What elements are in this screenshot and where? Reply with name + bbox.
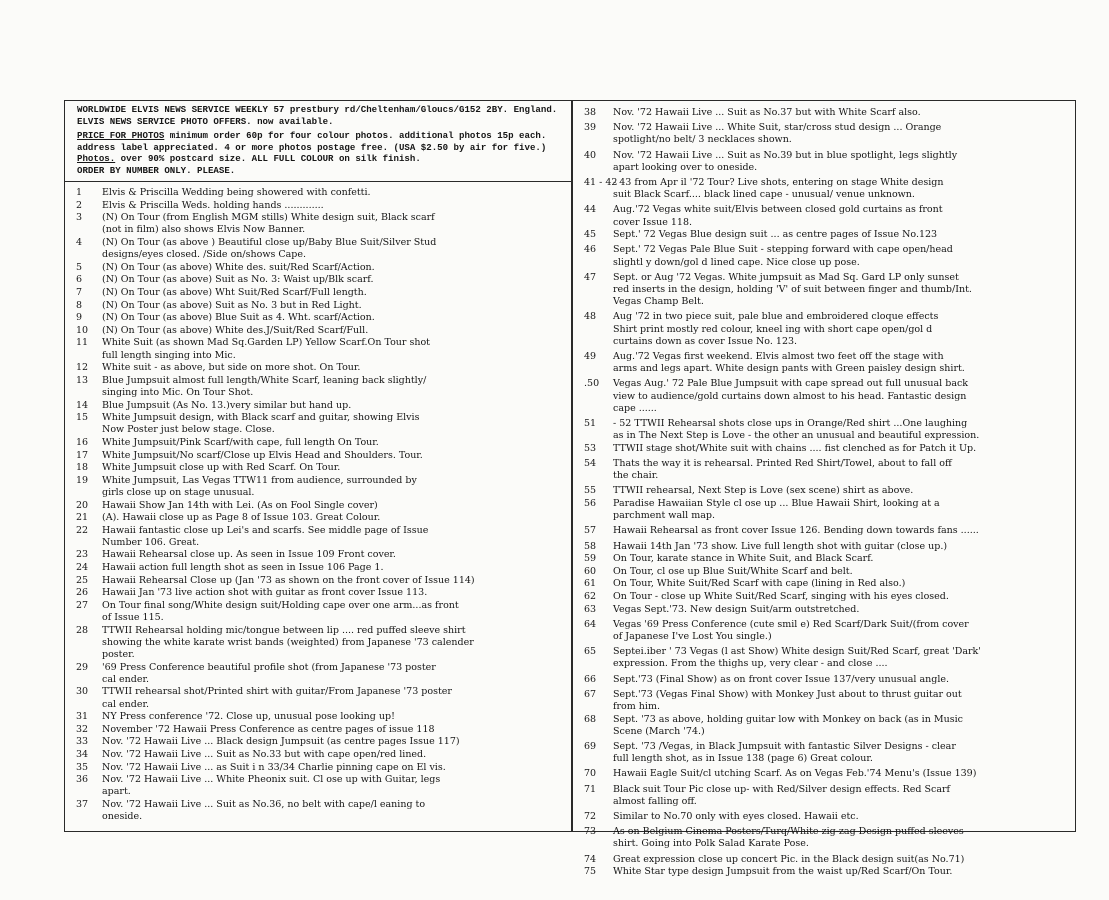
item-number: 25: [76, 574, 89, 586]
item-number: 68: [584, 713, 597, 725]
item-number: 71: [584, 783, 597, 795]
list-item: [66, 337, 568, 361]
item-number: 7: [76, 286, 83, 298]
list-item: [66, 711, 568, 723]
list-item: [66, 274, 568, 286]
header-price-line: [77, 130, 564, 142]
item-number: 15: [76, 412, 89, 424]
list-item: [576, 204, 1072, 228]
list-item: [66, 749, 568, 761]
item-description: Vegas Sept.'73. New design Suit/arm outstretched.: [613, 603, 860, 615]
item-number: 10: [76, 324, 89, 336]
list-item: [576, 646, 1072, 670]
list-item: [66, 375, 568, 399]
item-description: Blue Jumpsuit almost full length/White Scarf, leaning back slightly/ singing into Mic. On Tour Shot.: [102, 374, 427, 398]
item-description: Sept.' 72 Vegas Pale Blue Suit - stepping forward with cape open/head slightl y down/gol d lined cape. Nice close up pose.: [613, 244, 953, 268]
list-item: [576, 866, 1072, 878]
item-description: (N) On Tour (as above) Suit as No. 3 but in Red Light.: [102, 299, 362, 311]
list-item: [66, 549, 568, 561]
item-description: Sept. or Aug '72 Vegas. White jumpsuit as Mad Sq. Gard LP only sunset red inserts in the design, holding 'V' of suit between finger and thumb/Int. Vegas Champ Belt.: [613, 271, 972, 308]
item-number: .50: [584, 378, 600, 390]
list-item: [576, 378, 1072, 415]
header-rule: [64, 181, 572, 182]
item-number: 12: [76, 362, 89, 374]
item-number: 16: [76, 436, 89, 448]
item-description: (N) On Tour (from English MGM stills) White design suit, Black scarf (not in film) also shows Elvis Now Banner.: [102, 212, 435, 236]
item-description: '69 Press Conference beautiful profile shot (from Japanese '73 poster cal ender.: [102, 661, 436, 685]
list-item: [576, 107, 1072, 119]
header-photos-line: [77, 153, 564, 165]
item-number: 21: [76, 512, 89, 524]
list-item: [576, 485, 1072, 497]
item-number: 41 - 42: [584, 177, 618, 189]
list-item: [66, 312, 568, 324]
item-description: White suit - as above, but side on more shot. On Tour.: [102, 362, 361, 374]
item-description: (A). Hawaii close up as Page 8 of Issue 103. Great Colour.: [102, 512, 381, 524]
item-number: 23: [76, 549, 89, 561]
item-description: White Jumpsuit/Pink Scarf/with cape, full length On Tour.: [102, 436, 379, 448]
item-number: 44: [584, 204, 597, 216]
item-number: 38: [584, 107, 597, 118]
item-description: (N) On Tour (as above) Suit as No. 3: Waist up/Blk scarf.: [102, 274, 374, 286]
item-number: 57: [584, 525, 597, 537]
item-description: Elvis & Priscilla Weds. holding hands .............: [102, 199, 324, 211]
item-number: 6: [76, 274, 83, 286]
list-item: [576, 443, 1072, 455]
item-number: 30: [76, 686, 89, 698]
list-item: [66, 500, 568, 512]
item-description: On Tour, cl ose up Blue Suit/White Scarf and belt.: [613, 565, 853, 577]
item-number: 74: [584, 853, 597, 865]
item-number: 39: [584, 122, 597, 134]
item-number: 61: [584, 578, 597, 590]
item-description: Black suit Tour Pic close up- with Red/Silver design effects. Red Scarf almost falling off.: [613, 783, 951, 807]
item-number: 34: [76, 749, 89, 761]
item-description: - 43 from Apr il '72 Tour? Live shots, entering on stage White design suit Black Scarf.... black lined cape - unusual/ venue unknown.: [613, 177, 944, 201]
list-item: [66, 262, 568, 274]
item-description: Aug.'72 Vegas white suit/Elvis between closed gold curtains as front cover Issue 118.: [613, 204, 943, 228]
list-item: [66, 400, 568, 412]
item-number: 47: [584, 271, 597, 283]
list-item: [66, 300, 568, 312]
list-item: [576, 229, 1072, 241]
item-number: 66: [584, 673, 597, 685]
list-item: [576, 604, 1072, 616]
list-item: [66, 412, 568, 436]
item-description: Sept. '73 /Vegas, in Black Jumpsuit with fantastic Silver Designs - clear full length shot, as in Issue 138 (page 6) Great colour.: [613, 741, 956, 765]
list-item: [576, 177, 1072, 201]
item-description: White Jumpsuit close up with Red Scarf. On Tour.: [102, 462, 341, 474]
item-description: (N) On Tour (as above) Blue Suit as 4. Wht. scarf/Action.: [102, 312, 375, 324]
list-item: [66, 736, 568, 748]
list-item: [576, 272, 1072, 309]
list-item: [66, 287, 568, 299]
list-item: [576, 578, 1072, 590]
item-description: Hawaii fantastic close up Lei's and scarfs. See middle page of Issue Number 106. Great.: [102, 524, 429, 548]
item-description: Nov. '72 Hawaii Live ... Suit as No.36, no belt with cape/l eaning to oneside.: [102, 799, 426, 823]
item-number: 1: [76, 187, 83, 198]
item-number: 11: [76, 337, 89, 349]
item-number: 53: [584, 442, 597, 454]
list-item: [66, 774, 568, 798]
item-number: 48: [584, 311, 597, 323]
item-number: 63: [584, 603, 597, 615]
item-number: 75: [584, 866, 597, 878]
item-number: 62: [584, 591, 597, 603]
photos-text: over 90% postcard size. ALL FULL COLOUR on silk finish.: [115, 153, 421, 165]
list-item: [576, 591, 1072, 603]
item-number: 3: [76, 212, 83, 224]
item-description: Nov. '72 Hawaii Live ... Suit as No.37 but with White Scarf also.: [613, 107, 921, 118]
list-item: [576, 458, 1072, 482]
header-order-line: ORDER BY NUMBER ONLY. PLEASE.: [77, 164, 236, 176]
item-number: 73: [584, 826, 597, 838]
item-description: On Tour, White Suit/Red Scarf with cape (lining in Red also.): [613, 578, 906, 590]
item-number: 65: [584, 646, 597, 658]
list-item: [576, 244, 1072, 268]
item-description: Thats the way it is rehearsal. Printed Red Shirt/Towel, about to fall off the chair.: [613, 458, 952, 482]
item-description: (N) On Tour (as above) White des. suit/Red Scarf/Action.: [102, 261, 375, 273]
list-item: [66, 200, 568, 212]
item-description: Aug.'72 Vegas first weekend. Elvis almost two feet off the stage with arms and legs apart. White design pants with Green paisley design shirt.: [613, 351, 965, 375]
item-number: 33: [76, 736, 89, 748]
item-number: 37: [76, 799, 89, 811]
left-column: [66, 187, 568, 824]
item-number: 27: [76, 599, 89, 611]
item-description: As on Belgium Cinema Posters/Turq/White zig-zag Design puffed sleeves shirt. Going into Polk Salad Karate Pose.: [613, 826, 964, 850]
item-number: 60: [584, 565, 597, 577]
item-number: 70: [584, 768, 597, 780]
item-number: 31: [76, 711, 89, 723]
item-description: White Jumpsuit, Las Vegas TTW11 from audience, surrounded by girls close up on stage unusual.: [102, 474, 417, 498]
item-description: (N) On Tour (as above) White des.J/Suit/Red Scarf/Full.: [102, 324, 369, 336]
photos-label: Photos.: [77, 153, 116, 165]
item-number: 13: [76, 374, 89, 386]
item-description: White Jumpsuit/No scarf/Close up Elvis Head and Shoulders. Tour.: [102, 449, 423, 461]
item-number: 4: [76, 236, 83, 248]
item-number: 40: [584, 149, 597, 161]
list-item: [66, 686, 568, 710]
list-item: [576, 811, 1072, 823]
item-number: 5: [76, 261, 83, 273]
item-number: 51: [584, 418, 597, 430]
item-description: TTWII rehearsal, Next Step is Love (sex scene) shirt as above.: [613, 485, 914, 497]
list-item: [66, 450, 568, 462]
list-item: [576, 566, 1072, 578]
list-item: [576, 498, 1072, 522]
list-item: [66, 575, 568, 587]
list-item: [576, 768, 1072, 780]
list-item: [66, 437, 568, 449]
item-description: TTWII stage shot/White suit with chains .... fist clenched as for Patch it Up.: [613, 442, 977, 454]
item-description: Great expression close up concert Pic. in the Black design suit(as No.71): [613, 853, 965, 865]
list-item: [66, 724, 568, 736]
item-description: Septei.iber ' 73 Vegas (l ast Show) White design Suit/Red Scarf, great 'Dark' expression. From the thighs up, very clear - and close ....: [613, 646, 981, 670]
list-item: [576, 541, 1072, 553]
item-description: Vegas Aug.' 72 Pale Blue Jumpsuit with cape spread out full unusual back view to audience/gold curtains down almost to his head. Fantastic design cape ......: [613, 378, 969, 414]
item-number: 2: [76, 199, 83, 211]
item-number: 55: [584, 485, 597, 497]
item-description: Aug '72 in two piece suit, pale blue and embroidered cloque effects Shirt print mostly red colour, kneel ing with short cape open/gol d curtains down as cover Issue No. 123.: [613, 311, 939, 347]
list-item: [576, 714, 1072, 738]
item-number: 64: [584, 618, 597, 630]
item-description: Nov. '72 Hawaii Live ... White Suit, star/cross stud design ... Orange spotlight/no belt/ 3 necklaces shown.: [613, 122, 942, 146]
list-item: [66, 462, 568, 474]
item-description: Hawaii Show Jan 14th with Lei. (As on Fool Single cover): [102, 499, 378, 511]
list-item: [66, 662, 568, 686]
item-number: 58: [584, 540, 597, 552]
list-item: [66, 587, 568, 599]
list-item: [576, 784, 1072, 808]
item-description: Vegas '69 Press Conference (cute smil e) Red Scarf/Dark Suit/(from cover of Japanese I've Lost You single.): [613, 618, 969, 643]
item-description: Paradise Hawaiian Style cl ose up ... Blue Hawaii Shirt, looking at a parchment wall map.: [613, 498, 940, 522]
item-description: Sept.'73 (Final Show) as on front cover Issue 137/very unusual angle.: [613, 673, 950, 685]
list-item: [576, 826, 1072, 850]
right-column: [576, 107, 1072, 879]
list-item: [66, 525, 568, 549]
list-item: [66, 212, 568, 236]
item-description: November '72 Hawaii Press Conference as centre pages of issue 118: [102, 723, 435, 735]
item-description: Blue Jumpsuit (As No. 13.)very similar but hand up.: [102, 399, 352, 411]
item-description: Hawaii action full length shot as seen in Issue 106 Page 1.: [102, 562, 384, 574]
item-number: 45: [584, 229, 597, 241]
item-number: 36: [76, 774, 89, 786]
item-description: Nov. '72 Hawaii Live ... as Suit i n 33/34 Charlie pinning cape on El vis.: [102, 761, 446, 773]
item-number: 49: [584, 351, 597, 363]
item-number: 56: [584, 498, 597, 510]
list-item: [576, 418, 1072, 442]
list-item: [66, 600, 568, 624]
item-description: Hawaii Jan '73 live action shot with guitar as front cover Issue 113.: [102, 587, 428, 599]
item-description: NY Press conference '72. Close up, unusual pose looking up!: [102, 711, 395, 723]
list-item: [576, 689, 1072, 713]
list-item: [576, 674, 1072, 686]
item-number: 69: [584, 741, 597, 753]
header-address-line: address label appreciated. 4 or more photos postage free. (USA $2.50 by air for five.): [77, 141, 547, 153]
list-item: [576, 122, 1072, 146]
list-item: [576, 854, 1072, 866]
price-label: PRICE FOR PHOTOS: [77, 130, 165, 142]
item-description: TTWII rehearsal shot/Printed shirt with guitar/From Japanese '73 poster cal ender.: [102, 686, 452, 710]
item-description: Sept.'73 (Vegas Final Show) with Monkey Just about to thrust guitar out from him.: [613, 688, 962, 713]
item-description: Hawaii Rehearsal close up. As seen in Issue 109 Front cover.: [102, 549, 396, 561]
item-description: Nov. '72 Hawaii Live ... Suit as No.39 but in blue spotlight, legs slightly apart looking over to oneside.: [613, 149, 958, 173]
item-description: TTWII Rehearsal holding mic/tongue between lip .... red puffed sleeve shirt showing the white karate wrist bands (weighted) from Japanese '73 calender poster.: [102, 624, 474, 661]
item-description: - 52 TTWII Rehearsal shots close ups in Orange/Red shirt ...One laughing as in The Next Step is Love - the other an unusual and beautiful expression.: [613, 418, 980, 442]
item-number: 24: [76, 562, 89, 574]
item-number: 26: [76, 587, 89, 599]
item-description: On Tour - close up White Suit/Red Scarf, singing with his eyes closed.: [613, 591, 949, 603]
list-item: [66, 187, 568, 199]
header-subtitle-line: ELVIS NEWS SERVICE PHOTO OFFERS. now available.: [77, 115, 334, 127]
list-item: [66, 562, 568, 574]
item-number: 17: [76, 449, 89, 461]
list-item: [576, 351, 1072, 375]
header-block: [77, 104, 564, 177]
item-description: Nov. '72 Hawaii Live ... Suit as No.33 but with cape open/red lined.: [102, 749, 427, 761]
item-number: 54: [584, 458, 597, 470]
item-number: 67: [584, 688, 597, 700]
item-number: 72: [584, 811, 597, 823]
item-number: 19: [76, 474, 89, 486]
item-number: 35: [76, 761, 89, 773]
list-item: [66, 237, 568, 261]
item-number: 20: [76, 499, 89, 511]
list-item: [66, 475, 568, 499]
list-item: [576, 619, 1072, 643]
item-description: Sept. '73 as above, holding guitar low with Monkey on back (as in Music Scene (March '74.): [613, 713, 963, 737]
item-number: 14: [76, 399, 89, 411]
item-number: 46: [584, 244, 597, 256]
item-number: 29: [76, 661, 89, 673]
item-number: 59: [584, 553, 597, 565]
item-number: 32: [76, 723, 89, 735]
item-number: 8: [76, 299, 83, 311]
item-description: Elvis & Priscilla Wedding being showered with confetti.: [102, 187, 371, 198]
list-item: [576, 525, 1072, 537]
list-item: [66, 362, 568, 374]
item-description: (N) On Tour (as above) Wht Suit/Red Scarf/Full length.: [102, 286, 367, 298]
item-description: Similar to No.70 only with eyes closed. Hawaii etc.: [613, 811, 859, 823]
list-item: [66, 762, 568, 774]
list-item: [576, 741, 1072, 765]
item-description: Sept.' 72 Vegas Blue design suit ... as centre pages of Issue No.123: [613, 229, 938, 241]
column-divider: [571, 100, 573, 832]
item-description: Hawaii Rehearsal Close up (Jan '73 as shown on the front cover of Issue 114): [102, 574, 475, 586]
item-number: 18: [76, 462, 89, 474]
list-item: [66, 799, 568, 823]
item-number: 22: [76, 524, 89, 536]
item-description: Nov. '72 Hawaii Live ... Black design Jumpsuit (as centre pages Issue 117): [102, 736, 460, 748]
item-number: 9: [76, 312, 83, 324]
item-description: On Tour final song/White design suit/Holding cape over one arm...as front of Issue 115.: [102, 599, 459, 624]
item-description: White Suit (as shown Mad Sq.Garden LP) Yellow Scarf.On Tour shot full length singing into Mic.: [102, 337, 430, 361]
header-title-line: WORLDWIDE ELVIS NEWS SERVICE WEEKLY 57 prestbury rd/Cheltenham/Gloucs/G152 2BY. England.: [77, 104, 558, 115]
item-description: Hawaii 14th Jan '73 show. Live full length shot with guitar (close up.): [613, 540, 948, 552]
item-description: Hawaii Rehearsal as front cover Issue 126. Bending down towards fans ......: [613, 525, 979, 537]
item-description: White Star type design Jumpsuit from the waist up/Red Scarf/On Tour.: [613, 866, 953, 878]
item-description: White Jumpsuit design, with Black scarf and guitar, showing Elvis Now Poster just below stage. Close.: [102, 412, 420, 436]
list-item: [576, 311, 1072, 348]
list-item: [66, 512, 568, 524]
item-description: (N) On Tour (as above ) Beautiful close up/Baby Blue Suit/Silver Stud designs/eyes closed. /Side on/shows Cape.: [102, 236, 437, 261]
list-item: [66, 325, 568, 337]
item-description: On Tour, karate stance in White Suit, and Black Scarf.: [613, 553, 874, 565]
item-description: Nov. '72 Hawaii Live ... White Pheonix suit. Cl ose up with Guitar, legs apart.: [102, 774, 441, 798]
list-item: [66, 625, 568, 662]
item-description: Hawaii Eagle Suit/cl utching Scarf. As on Vegas Feb.'74 Menu's (Issue 139): [613, 768, 977, 780]
list-item: [576, 150, 1072, 174]
list-item: [576, 553, 1072, 565]
price-text: minimum order 60p for four colour photos. additional photos 15p each.: [164, 130, 547, 142]
item-number: 28: [76, 624, 89, 636]
